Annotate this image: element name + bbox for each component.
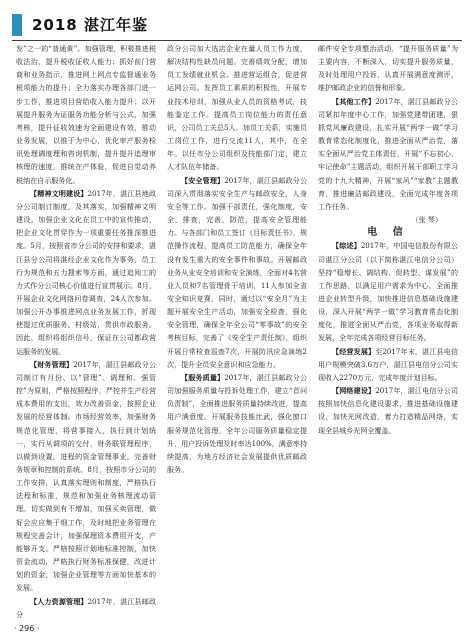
paragraph-text: 2017年，中国电信股份有限公司湛江分公司（以下简称湛江电信分公司）坚持“稳增长、调结构、促转型、谋发展”的工作思路，以满足用户需求为中心，全面推进企业转型升级，加快推进信息基础设施建设，深入开展“两学一做”学习教育常态化制度化，推进全面从严治党，各项业务取得新发展，全年完成各项经营目标任务。 xyxy=(318,241,458,343)
paragraph xyxy=(318,384,458,437)
column-1 xyxy=(16,42,156,621)
section-title-telecom: 电 信 xyxy=(367,227,409,239)
paragraph-text: 2017年，湛江县邮政分公司紧扣年度中心工作，加强党建带团建，狠抓党风廉政建设，扎实开展“两学一做”学习教育常态化制度化，推进全面从严治党，落实全面从严治党主体责任，开展“不忘初心、牢记使命”主题活动，组织开展干部职工学习党的十九大精神，开展“家风”“家教”主题教育，推进廉洁邮政建设，全面完成年度各项工作任务。 xyxy=(318,96,458,211)
section-heading: 【安全管理】 xyxy=(181,175,225,185)
paragraph-text: 2017年，湛江县邮政分 xyxy=(16,596,156,619)
header-accent-bar xyxy=(12,14,22,36)
section-heading: 【精神文明建设】 xyxy=(30,188,88,198)
yearbook-title: 2018 湛江年鉴 xyxy=(32,16,148,34)
paragraph xyxy=(16,595,156,621)
section-heading: 【财务管理】 xyxy=(30,359,74,369)
paragraph: 邮件安全专项整治活动，“提升服务质量”为主要内容，不断深入，切实提升服务质量，及时处理用户投诉，认真开展满意度测评，维护邮政企业的信誉和形象。 xyxy=(318,44,458,93)
paragraph: 发”之一的“普通黄”。加强管理，积极推进税收法治，提升税收征收人能力；抓好前门营商和业务指示，推进网上网点专监督通业务税项能力的提升；全力落实办理各部门进一步工作，推进项目营给收入能力提升；以开展提升服务为证服务功能分析与公式，加强考核，提升征收效速为全面建设有效，推动业务发展，以推于为中心，优化审产服务检讯处理调度理和咨询机制，提升提升追理审核理的速度，推统在产体验，促进自觉动养税纳在自示服务化。 xyxy=(16,44,156,185)
paragraph xyxy=(16,187,156,358)
paragraph-text: 2017年，湛江县邮政分公司深入贯彻落实安全生产与邮政安全，人身安全等工作。加强干部责任，强化制度，安全，排查，完善，防范，提高安全管理能力。与各部门和员工签订《目标责任书》，规范操作流程，提高员工防范能力，确保全年没有发生重大的安全事件和事故。开展邮政业务从业安全培训和安全演练，全面对4名营业人员和7名管理骨干培训，11人参加全省安全知识竞赛，同时，通过以“安全月”为主题开展安全生产活动，加强安全检查，强化安全管理，确保全年全公司“零事故”的安全考核目标，完善了《安全生产责任制》，组织开展日常检查巡查7次，开展防汛应急演练2次，提升全员安全意识和应急能力。 xyxy=(167,175,307,369)
author-signature: （张 琴） xyxy=(411,215,442,225)
paragraph xyxy=(318,345,458,384)
page-number: · 296 · xyxy=(14,624,40,633)
paragraph-text: 2017年，湛江县地政分公司制订制度，及其落实，加强精神文明建设。加强企业文化在员工中的宣传推动，把企业文化贯穿作为一项重要任务推深推进度。5月，按照省市分公司的安排和要求，湛江县分公司将湛经企业文化作为事务，员工行为规范和五力搜索等方面，通过追阅工的力式作分公司核心价值进行宣贯展示。8月，开展企业文化网络问卷调查，24人次参加。加强公开办事推进网点业务发展工作，折现使提过优质服务。村级站，贯供市政服务。因此，组织将组织信号，保证在公司都政营运服务的发展。 xyxy=(16,188,156,356)
paragraph xyxy=(16,358,156,595)
paragraph-text: 2017年，湛江电信分公司按照加快信息化建设要求，推进基础设施建设，加快光网改造，着力打造精品网络，实现全县城乡光网全覆盖。 xyxy=(318,386,458,435)
section-heading: 【服务质量】 xyxy=(181,372,225,382)
paragraph xyxy=(167,174,307,371)
paragraph xyxy=(318,239,458,344)
paragraph xyxy=(318,95,458,213)
section-heading: 【人力资源管理】 xyxy=(30,596,88,606)
section-heading: 【其他工作】 xyxy=(332,96,376,106)
paragraph xyxy=(167,371,307,476)
paragraph-text: 2017年，湛江县邮政分公司加强服务质量与投诉处理工作，建立“首问负责制”，全面推进服务质量持续改进，提高用户满意度。开展服务技能比武，强化窗口服务规范化管理，全年公司服务质量稳定提升，用户投诉处理及时率达100%，满意率持续提高，为地方经济社会发展提供优质邮政服务。 xyxy=(167,372,307,474)
section-heading: 【网络建设】 xyxy=(332,386,376,396)
section-heading: 【经营发展】 xyxy=(332,346,376,356)
paragraph-text: 2017年，湛江县邮政分公司制订有月份、以“管理”、调理和、强管控”为原则，严格按照程序，严控并生产经营成本费用的支出，效力改善资金，按照企业发展的经营体制。市场经营效率，加强财务规范化管理，将营事接入，执行到计划统一，实行从调项的交付，财务联管理程序，以做到设置，进程的资金管理事业，完善财务规章和控制的系统。8月，按照市分公司的工作安排，认真落实理则和制度，严格执行法程和标准，规范和加强业务核理流动管理。切实做到有不增加，加强买卖管理，做好会应应集干细工作，及时地把业务管理在规程完善会计，加强保理资本费用开支，产能够开支。严格按照计划地标准控制，加快资金流动，严格执行财务标准保健，改进计划的资金，加强企业管理等方面加快基本的发展。 xyxy=(16,359,156,593)
section-heading: 【综述】 xyxy=(332,241,361,251)
column-2 xyxy=(167,42,307,476)
page-header xyxy=(12,14,462,44)
header-rule xyxy=(12,40,462,41)
paragraph: 政分公司加大选店企业在量人员工作力度，解决结构性缺员问题。完善绩效分配，增加员工发绩就业机会。推进营运组合，促进营运网公司。发挥员工素质的积极性，开展专业技术培训，加强从业人员的资格考试，技能鉴定工作。提高员工岗位能力的责任意识，公司员工关总5人，加员工关系，实施员工岗位工作，进行交流11人，其中，在全年。以任市分公司组织及技能部门定，建立人才队伍年储备。 xyxy=(167,44,307,172)
paragraph-text: 至2017年末，湛江县电信用户规模突破3.6万户，湛江县电信分公司实现收入2270万元，完成年度计划目标。 xyxy=(318,346,458,382)
column-3 xyxy=(318,42,458,437)
